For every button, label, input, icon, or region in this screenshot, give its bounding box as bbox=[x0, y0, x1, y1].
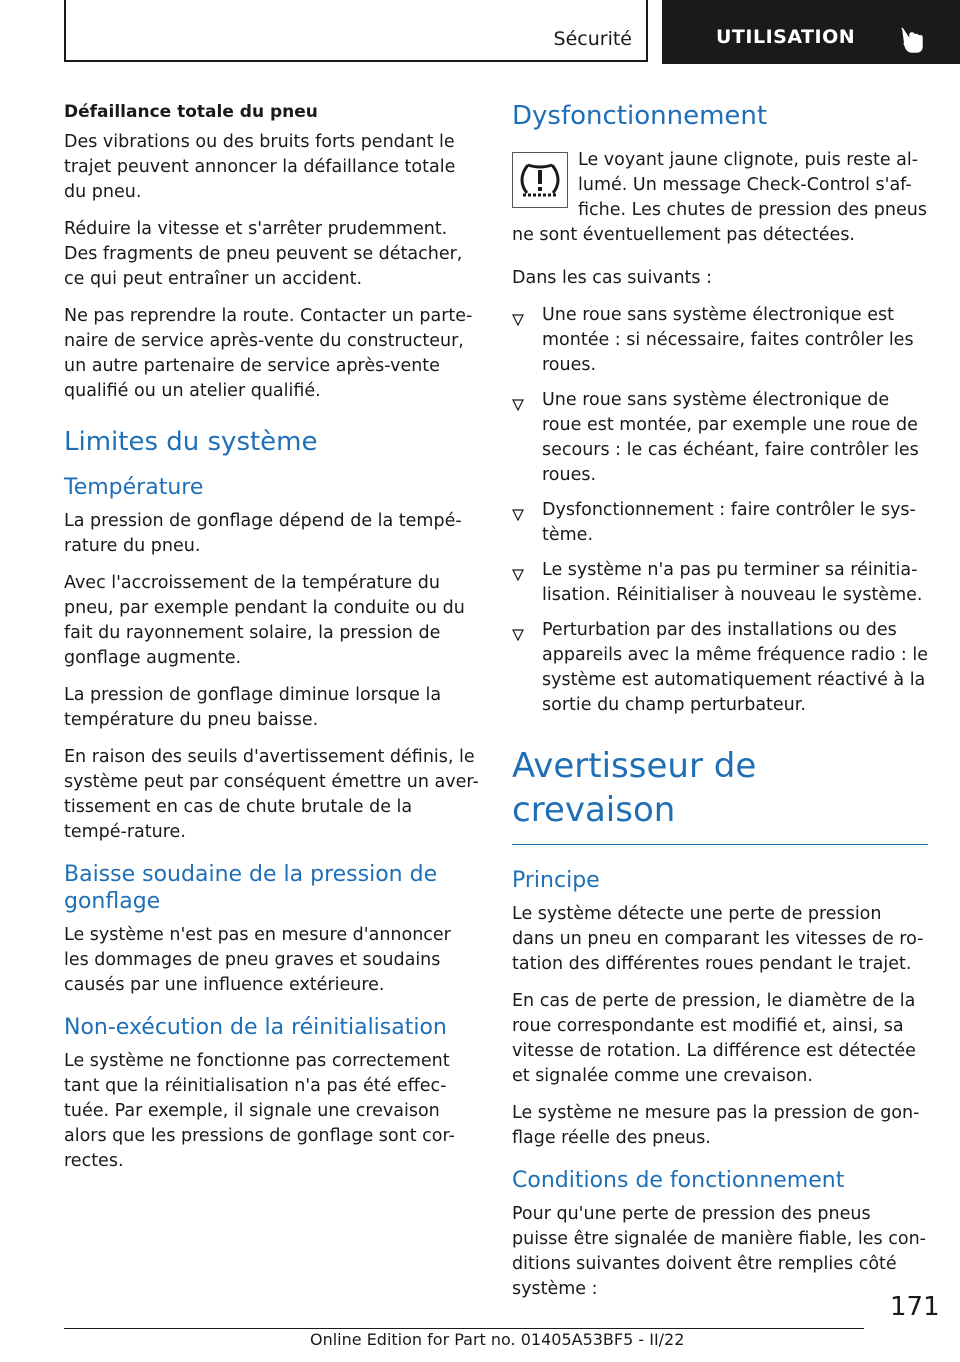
paragraph: En cas de perte de pression, le diamètre de la roue correspondante est modifié et, ainsi, sa vitesse de rotation. La différence est détectée et signalée comme une crevaison. bbox=[512, 991, 916, 1086]
list-item bbox=[512, 618, 928, 718]
paragraph: Le système ne fonctionne pas correctement tant que la réinitialisation n'a pas été effec-tuée. Par exemple, il signale une crevaison alors que les pressions de gonflage sont cor-rectes. bbox=[64, 1051, 455, 1171]
conditions-heading: Conditions de fonctionnement bbox=[512, 1168, 845, 1193]
paragraph: Ne pas reprendre la route. Contacter un parte-naire de service après-vente du constructeur, un autre partenaire de service après-vente qualifié ou un atelier qualifié. bbox=[64, 306, 473, 401]
tire-pressure-warning-icon bbox=[512, 152, 568, 208]
page-number: 171 bbox=[890, 1292, 940, 1322]
nonexec-heading: Non-exécution de la réinitialisation bbox=[64, 1015, 447, 1040]
paragraph: Le système ne mesure pas la pression de gon-flage réelle des pneus. bbox=[512, 1103, 920, 1148]
list-item bbox=[512, 498, 928, 548]
header-chapter-label: UTILISATION bbox=[716, 26, 856, 48]
triangle-bullet-icon bbox=[512, 309, 524, 334]
paragraph: La pression de gonflage dépend de la tempé-rature du pneu. bbox=[64, 511, 462, 556]
triangle-bullet-icon bbox=[512, 624, 524, 649]
list-item bbox=[512, 558, 928, 608]
limites-heading: Limites du système bbox=[64, 427, 318, 457]
list-item-text: Le système n'a pas pu terminer sa réinitia-lisation. Réinitialiser à nouveau le système. bbox=[542, 560, 923, 605]
paragraph: Réduire la vitesse et s'arrêter prudemment. Des fragments de pneu peuvent se détacher, ce qui peut entraîner un accident. bbox=[64, 219, 463, 289]
defaillance-heading: Défaillance totale du pneu bbox=[64, 102, 318, 122]
paragraph: Le système détecte une perte de pression dans un pneu en comparant les vitesses de ro-tation des différentes roues pendant le trajet. bbox=[512, 904, 924, 974]
list-item bbox=[512, 388, 928, 488]
cases-intro: Dans les cas suivants : bbox=[512, 268, 712, 288]
list-item bbox=[512, 303, 928, 378]
principe-heading: Principe bbox=[512, 868, 600, 893]
temperature-heading: Température bbox=[64, 475, 204, 500]
list-item-text: Une roue sans système électronique est montée : si nécessaire, faites contrôler les roues. bbox=[542, 305, 914, 375]
paragraph: Pour qu'une perte de pression des pneus puisse être signalée de manière fiable, les con-ditions suivantes doivent être remplies côté système : bbox=[512, 1204, 926, 1299]
baisse-heading: Baisse soudaine de la pression de gonflage bbox=[64, 862, 438, 914]
list-item-text: Une roue sans système électronique de roue est montée, par exemple une roue de secours : le cas échéant, faire contrôler les roues. bbox=[542, 390, 919, 485]
left-column bbox=[64, 100, 480, 1186]
paragraph: Des vibrations ou des bruits forts pendant le trajet peuvent annoncer la défaillance totale du pneu. bbox=[64, 132, 456, 202]
triangle-bullet-icon bbox=[512, 394, 524, 419]
paragraph: Avec l'accroissement de la température du pneu, par exemple pendant la conduite ou du fait du rayonnement solaire, la pression de gonflage augmente. bbox=[64, 573, 465, 668]
list-item-text: Perturbation par des installations ou des appareils avec la même fréquence radio : le système est automatiquement réactivé à la sortie du champ perturbateur. bbox=[542, 620, 929, 715]
triangle-bullet-icon bbox=[512, 564, 524, 589]
pointing-hand-icon bbox=[898, 26, 928, 58]
triangle-bullet-icon bbox=[512, 504, 524, 529]
paragraph: En raison des seuils d'avertissement définis, le système peut par conséquent émettre un aver-tissement en cas de chute brutale de la tempé-rature. bbox=[64, 747, 479, 842]
dysfonctionnement-heading: Dysfonctionnement bbox=[512, 101, 768, 131]
header-section-tab bbox=[64, 0, 648, 62]
header-chapter-tab bbox=[662, 0, 960, 64]
paragraph: Le système n'est pas en mesure d'annoncer les dommages de pneu graves et soudains causés par une influence extérieure. bbox=[64, 925, 451, 995]
list-item-text: Dysfonctionnement : faire contrôler le sys-tème. bbox=[542, 500, 916, 545]
warning-block bbox=[512, 148, 928, 260]
paragraph: La pression de gonflage diminue lorsque la température du pneu baisse. bbox=[64, 685, 442, 730]
cases-list bbox=[512, 303, 928, 718]
footer-divider bbox=[64, 1328, 864, 1329]
dysfonctionnement-text: Le voyant jaune clignote, puis reste al-lumé. Un message Check-Control s'af-fiche. Les chutes de pression des pneus ne sont éventuellement pas détectées. bbox=[512, 150, 927, 245]
header-section-label: Sécurité bbox=[553, 28, 632, 50]
footer-edition: Online Edition for Part no. 01405A53BF5 - II/22 bbox=[310, 1330, 685, 1349]
avertisseur-heading: Avertisseur de crevaison bbox=[512, 744, 928, 845]
right-column bbox=[512, 100, 928, 1314]
